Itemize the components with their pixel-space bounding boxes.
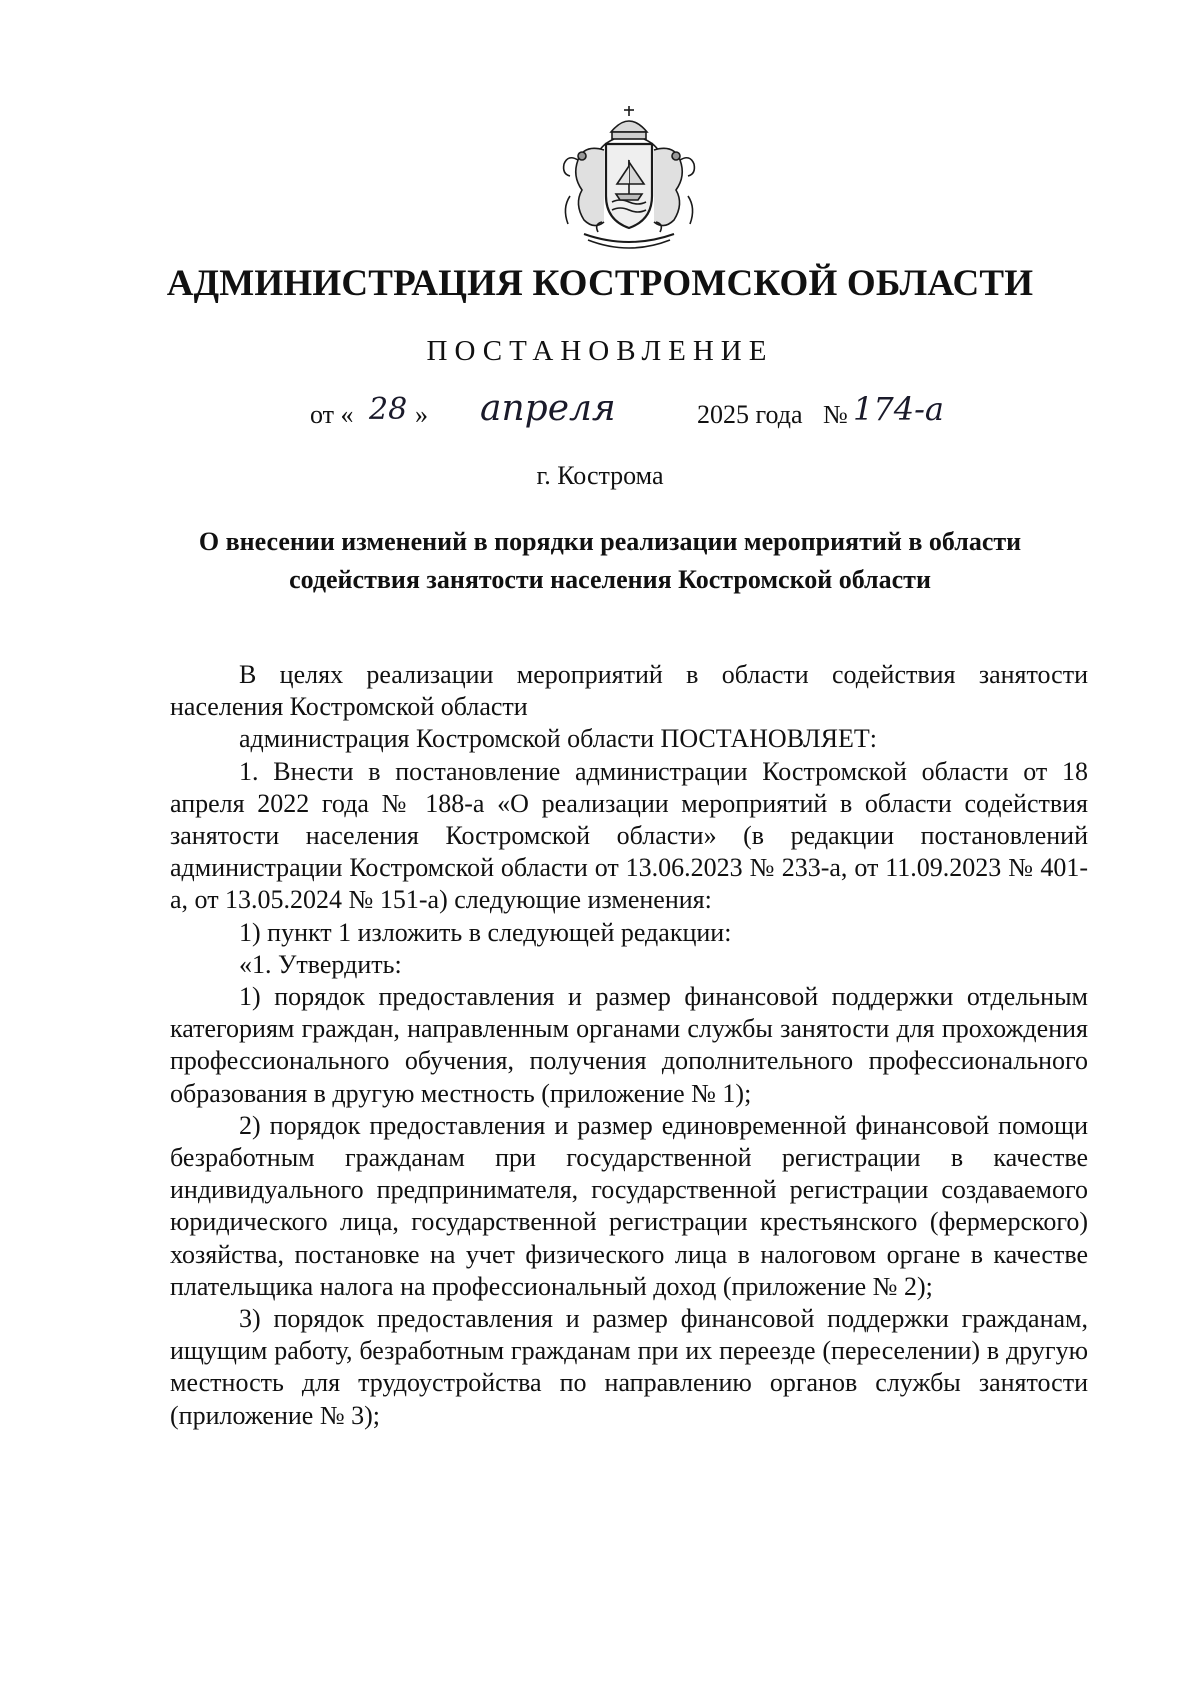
document-subject [140,523,1080,599]
date-year: 2025 года [697,400,803,429]
subject-line-2: содействия занятости населения Костромской области [289,565,931,594]
body-paragraph: 1) пункт 1 изложить в следующей редакции: [239,917,732,947]
handwritten-day: 28 [369,392,408,427]
body-paragraph: В целях реализации мероприятий в области содействия занятости населения Костромской области [170,660,1088,722]
body-paragraph: 1) порядок предоставления и размер финансовой поддержки отдельным категориям граждан, направленным органами службы занятости для прохождения профессионального обучения, получения дополнительного профессионального образования в другую местность (приложение № 1); [170,982,1088,1108]
document-date-line [0,388,1200,438]
body-paragraph: 3) порядок предоставления и размер финансовой поддержки гражданам, ищущим работу, безработным гражданам при их переезде (переселении) в другую местность для трудоустройства по направлению органов службы занятости (приложение № 3); [170,1304,1088,1430]
coat-of-arms-icon [548,104,710,256]
date-prefix: от « [310,400,354,429]
document-body [170,659,1088,1432]
document-type-heading: ПОСТАНОВЛЕНИЕ [426,335,774,367]
number-label: № [823,400,848,429]
body-paragraph: 1. Внести в постановление администрации Костромской области от 18 апреля 2022 года № 188-а «О реализации мероприятий в области содействия занятости населения Костромской области» (в редакции постановлений администрации Костромской области от 13.06.2023 № 233-а, от 11.09.2023 № 401-а, от 13.05.2024 № 151-а) следующие изменения: [170,756,1088,915]
city-name: г. Кострома [536,461,664,490]
handwritten-month: апреля [480,388,616,429]
date-close-quote: » [415,400,428,429]
body-paragraph: администрация Костромской области ПОСТАНОВЛЯЕТ: [239,724,878,754]
handwritten-number: 174-а [853,390,944,428]
subject-line-1: О внесении изменений в порядки реализации мероприятий в области [198,527,1022,556]
body-paragraph: «1. Утвердить: [239,949,402,979]
organization-title: АДМИНИСТРАЦИЯ КОСТРОМСКОЙ ОБЛАСТИ [166,263,1034,304]
body-paragraph: 2) порядок предоставления и размер единовременной финансовой помощи безработным гражданам при государственной регистрации в качестве индивидуального предпринимателя, государственной регистрации создаваемого юридического лица, государственной регистрации крестьянского (фермерского) хозяйства, постановке на учет физического лица в налоговом органе в качестве плательщика налога на профессиональный доход (приложение № 2); [170,1110,1088,1301]
